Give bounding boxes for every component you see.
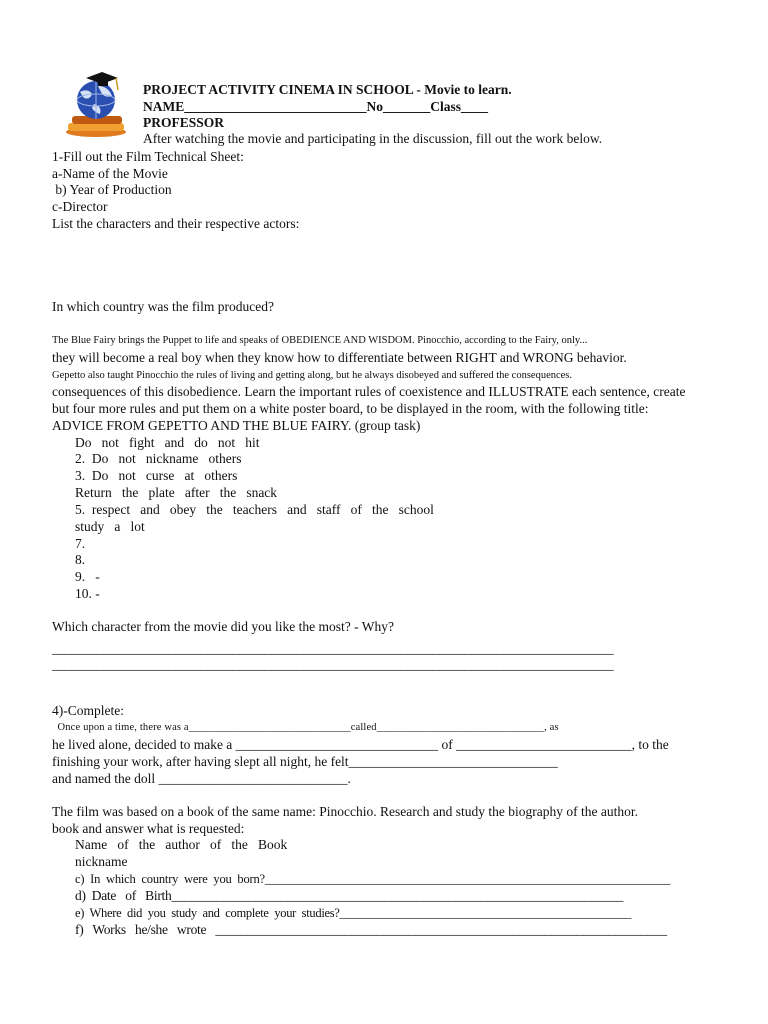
rule-item: 9. -	[75, 569, 100, 584]
instructions-text: After watching the movie and participating in the discussion, fill out the work below.	[143, 131, 603, 146]
rule-item: study a lot	[75, 519, 145, 534]
technical-sheet-heading: 1-Fill out the Film Technical Sheet:	[52, 149, 244, 164]
worksheet-title: PROJECT ACTIVITY CINEMA IN SCHOOL - Movie to learn.	[143, 82, 512, 97]
rule-item: 5. respect and obey the teachers and staff of the school	[75, 502, 434, 517]
paragraph-line: consequences of this disobedience. Learn the important rules of coexistence and ILLUSTRATE each sentence, create	[52, 384, 686, 399]
paragraph-line: ADVICE FROM GEPETTO AND THE BLUE FAIRY. (group task)	[52, 418, 421, 433]
birth-country-field[interactable]: c) In which country were you born?___________________________________________________________________	[75, 872, 671, 886]
book-research-text: The film was based on a book of the same name: Pinocchio. Research and study the biography of the author.	[52, 804, 638, 819]
date-of-birth-field[interactable]: d) Date of Birth______________________________________________________________________	[75, 888, 623, 903]
rule-item: 7.	[75, 536, 86, 551]
paragraph-line: Gepetto also taught Pinocchio the rules of living and getting along, but he always disobeyed and suffered the consequences.	[52, 370, 573, 381]
director-item: c-Director	[52, 199, 108, 214]
country-question: In which country was the film produced?	[52, 299, 274, 314]
answer-line[interactable]: _______________________________________________________________________________________	[52, 657, 614, 672]
book-question: Name of the author of the Book	[75, 837, 288, 852]
year-of-production-item: b) Year of Production	[52, 182, 172, 197]
complete-heading: 4)-Complete:	[52, 703, 124, 718]
paragraph-line: but four more rules and put them on a white poster board, to be displayed in the room, with the following title:	[52, 401, 649, 416]
complete-line[interactable]: finishing your work, after having slept all night, he felt_______________________________	[52, 754, 558, 769]
paragraph-line: The Blue Fairy brings the Puppet to life and speaks of OBEDIENCE AND WISDOM. Pinocchio, according to the Fairy, only...	[52, 335, 588, 346]
rule-item: 2. Do not nickname others	[75, 451, 242, 466]
characters-actors-prompt: List the characters and their respective actors:	[52, 216, 300, 231]
paragraph-line: they will become a real boy when they know how to differentiate between RIGHT and WRONG behavior.	[52, 350, 627, 365]
complete-line[interactable]: and named the doll ____________________________.	[52, 771, 351, 786]
complete-line[interactable]: he lived alone, decided to make a ______________________________ of __________________________, to the	[52, 737, 669, 752]
rule-item: 10. -	[75, 586, 100, 601]
character-question: Which character from the movie did you like the most? - Why?	[52, 619, 395, 634]
rule-item: Do not fight and do not hit	[75, 435, 260, 450]
book-question: nickname	[75, 854, 128, 869]
rule-item: 3. Do not curse at others	[75, 468, 238, 483]
rule-item: Return the plate after the snack	[75, 485, 278, 500]
movie-name-item: a-Name of the Movie	[52, 166, 168, 181]
works-field[interactable]: f) Works he/she wrote ______________________________________________________________________	[75, 922, 667, 937]
name-no-class-field[interactable]: NAME___________________________No_______Class____	[143, 99, 489, 114]
studies-field[interactable]: e) Where did you study and complete your studies?_________________________________________________	[75, 906, 632, 920]
graduation-globe-books-logo	[60, 68, 132, 140]
book-research-text: book and answer what is requested:	[52, 821, 245, 836]
professor-label: PROFESSOR	[143, 115, 225, 130]
rule-item: 8.	[75, 552, 86, 567]
answer-line[interactable]: _______________________________________________________________________________________	[52, 641, 614, 656]
complete-line[interactable]: Once upon a time, there was a______________________________called_______________________________, as	[52, 722, 559, 733]
